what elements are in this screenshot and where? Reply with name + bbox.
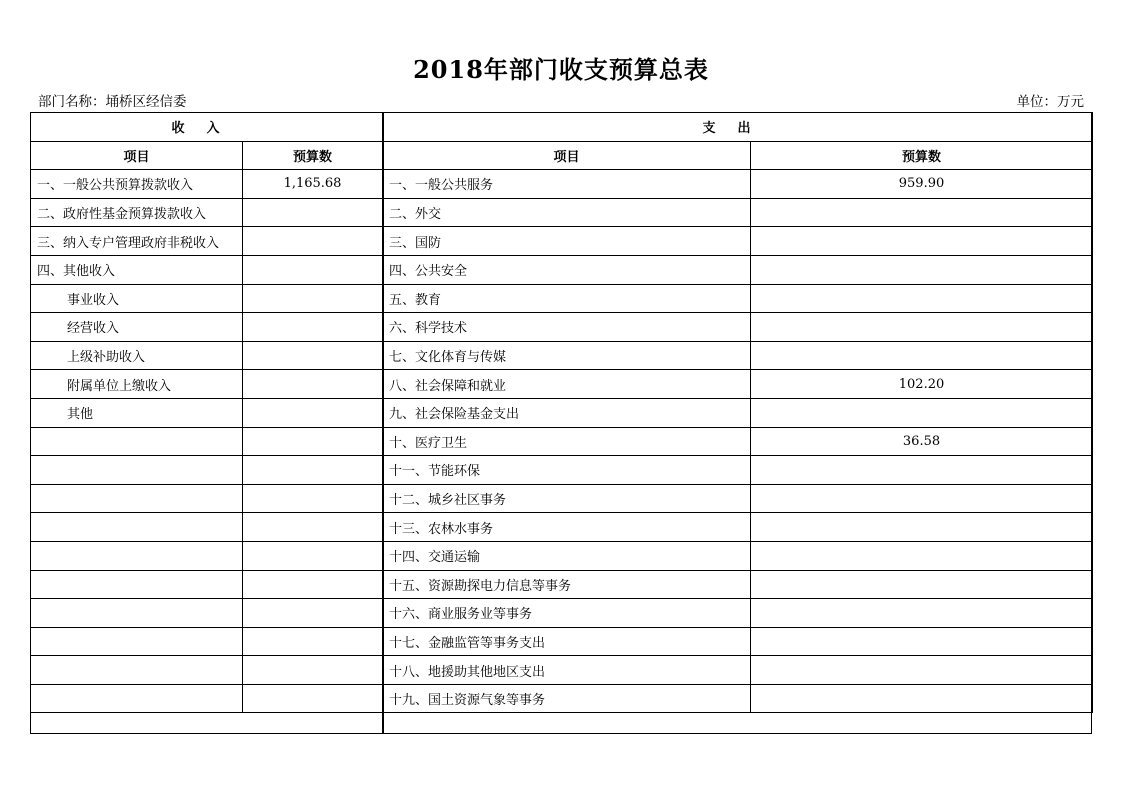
income-amount-cell — [243, 599, 383, 628]
table-row — [31, 484, 1093, 513]
expense-amount-cell — [751, 284, 1093, 313]
expense-item-cell: 八、社会保障和就业 — [383, 370, 751, 399]
income-amount-cell — [243, 398, 383, 427]
income-item-cell — [31, 627, 243, 656]
expense-item-cell: 一、一般公共服务 — [383, 170, 751, 199]
income-item-cell: 其他 — [31, 398, 243, 427]
income-amount-cell — [243, 456, 383, 485]
income-amount-cell — [243, 484, 383, 513]
income-group-header: 收入 — [31, 113, 383, 142]
expense-amount-cell — [751, 341, 1093, 370]
income-item-cell: 四、其他收入 — [31, 255, 243, 284]
department-name: 部门名称：埇桥区经信委 — [38, 94, 187, 110]
table-row — [31, 656, 1093, 685]
income-amount-cell — [243, 427, 383, 456]
table-row — [31, 255, 1093, 284]
expense-amount-cell — [751, 398, 1093, 427]
table-row — [31, 341, 1093, 370]
unit-label: 单位：万元 — [1016, 94, 1084, 110]
income-item-cell — [31, 513, 243, 542]
income-amount-cell — [243, 255, 383, 284]
expense-item-cell: 十三、农林水事务 — [383, 513, 751, 542]
income-item-cell: 一、一般公共预算拨款收入 — [31, 170, 243, 199]
income-amount-cell — [243, 541, 383, 570]
expense-amount-cell — [751, 570, 1093, 599]
table-row — [31, 170, 1093, 199]
table-row — [31, 398, 1093, 427]
income-item-header: 项目 — [31, 141, 243, 170]
group-header-row — [31, 113, 1093, 142]
income-item-cell — [31, 541, 243, 570]
income-item-cell: 经营收入 — [31, 313, 243, 342]
table-row — [31, 541, 1093, 570]
expense-amount-cell — [751, 484, 1093, 513]
income-amount-cell — [243, 627, 383, 656]
expense-item-cell: 十九、国土资源气象等事务 — [383, 684, 751, 713]
income-item-cell — [31, 656, 243, 685]
table-row — [31, 684, 1093, 713]
expense-amount-cell — [751, 456, 1093, 485]
expense-group-header: 支出 — [383, 113, 1093, 142]
income-amount-cell: 1,165.68 — [243, 170, 383, 199]
table-row — [31, 570, 1093, 599]
income-amount-cell — [243, 227, 383, 256]
expense-item-cell: 六、科学技术 — [383, 313, 751, 342]
expense-item-cell: 十七、金融监管等事务支出 — [383, 627, 751, 656]
expense-item-cell: 十、医疗卫生 — [383, 427, 751, 456]
table-row — [31, 513, 1093, 542]
income-item-cell: 二、政府性基金预算拨款收入 — [31, 198, 243, 227]
expense-amount-cell — [751, 541, 1093, 570]
expense-item-cell: 五、教育 — [383, 284, 751, 313]
expense-item-header: 项目 — [383, 141, 751, 170]
expense-amount-cell — [751, 313, 1093, 342]
expense-amount-cell: 102.20 — [751, 370, 1093, 399]
table-row — [31, 456, 1093, 485]
income-item-cell — [31, 427, 243, 456]
income-item-cell — [31, 599, 243, 628]
table-row — [31, 227, 1093, 256]
budget-summary-table — [30, 112, 1093, 713]
income-amount-header: 预算数 — [243, 141, 383, 170]
expense-item-cell: 十二、城乡社区事务 — [383, 484, 751, 513]
expense-amount-cell — [751, 627, 1093, 656]
income-amount-cell — [243, 570, 383, 599]
table-row — [31, 427, 1093, 456]
expense-amount-cell — [751, 684, 1093, 713]
income-amount-cell — [243, 684, 383, 713]
table-row — [31, 599, 1093, 628]
table-row — [31, 198, 1093, 227]
expense-item-cell: 十一、节能环保 — [383, 456, 751, 485]
table-row — [31, 313, 1093, 342]
income-item-cell — [31, 684, 243, 713]
income-item-cell: 三、纳入专户管理政府非税收入 — [31, 227, 243, 256]
income-amount-cell — [243, 313, 383, 342]
expense-item-cell: 十六、商业服务业等事务 — [383, 599, 751, 628]
expense-item-cell: 十五、资源勘探电力信息等事务 — [383, 570, 751, 599]
expense-amount-cell — [751, 198, 1093, 227]
income-amount-cell — [243, 370, 383, 399]
income-item-cell: 事业收入 — [31, 284, 243, 313]
expense-item-cell: 九、社会保险基金支出 — [383, 398, 751, 427]
expense-amount-cell: 959.90 — [751, 170, 1093, 199]
expense-item-cell: 十八、地援助其他地区支出 — [383, 656, 751, 685]
page-title: 2018年部门收支预算总表 — [413, 55, 709, 84]
income-amount-cell — [243, 513, 383, 542]
expense-amount-cell — [751, 513, 1093, 542]
income-item-cell: 上级补助收入 — [31, 341, 243, 370]
expense-item-cell: 三、国防 — [383, 227, 751, 256]
income-item-cell — [31, 570, 243, 599]
expense-item-cell: 十四、交通运输 — [383, 541, 751, 570]
income-amount-cell — [243, 198, 383, 227]
expense-item-cell: 四、公共安全 — [383, 255, 751, 284]
table-row — [31, 284, 1093, 313]
expense-amount-header: 预算数 — [751, 141, 1093, 170]
table-row — [31, 370, 1093, 399]
expense-amount-cell — [751, 656, 1093, 685]
income-amount-cell — [243, 341, 383, 370]
expense-amount-cell — [751, 227, 1093, 256]
income-item-cell: 附属单位上缴收入 — [31, 370, 243, 399]
income-item-cell — [31, 456, 243, 485]
table-row — [31, 627, 1093, 656]
income-amount-cell — [243, 656, 383, 685]
income-item-cell — [31, 484, 243, 513]
expense-amount-cell — [751, 599, 1093, 628]
column-header-row — [31, 141, 1093, 170]
expense-item-cell: 七、文化体育与传媒 — [383, 341, 751, 370]
expense-amount-cell: 36.58 — [751, 427, 1093, 456]
expense-item-cell: 二、外交 — [383, 198, 751, 227]
expense-amount-cell — [751, 255, 1093, 284]
income-amount-cell — [243, 284, 383, 313]
